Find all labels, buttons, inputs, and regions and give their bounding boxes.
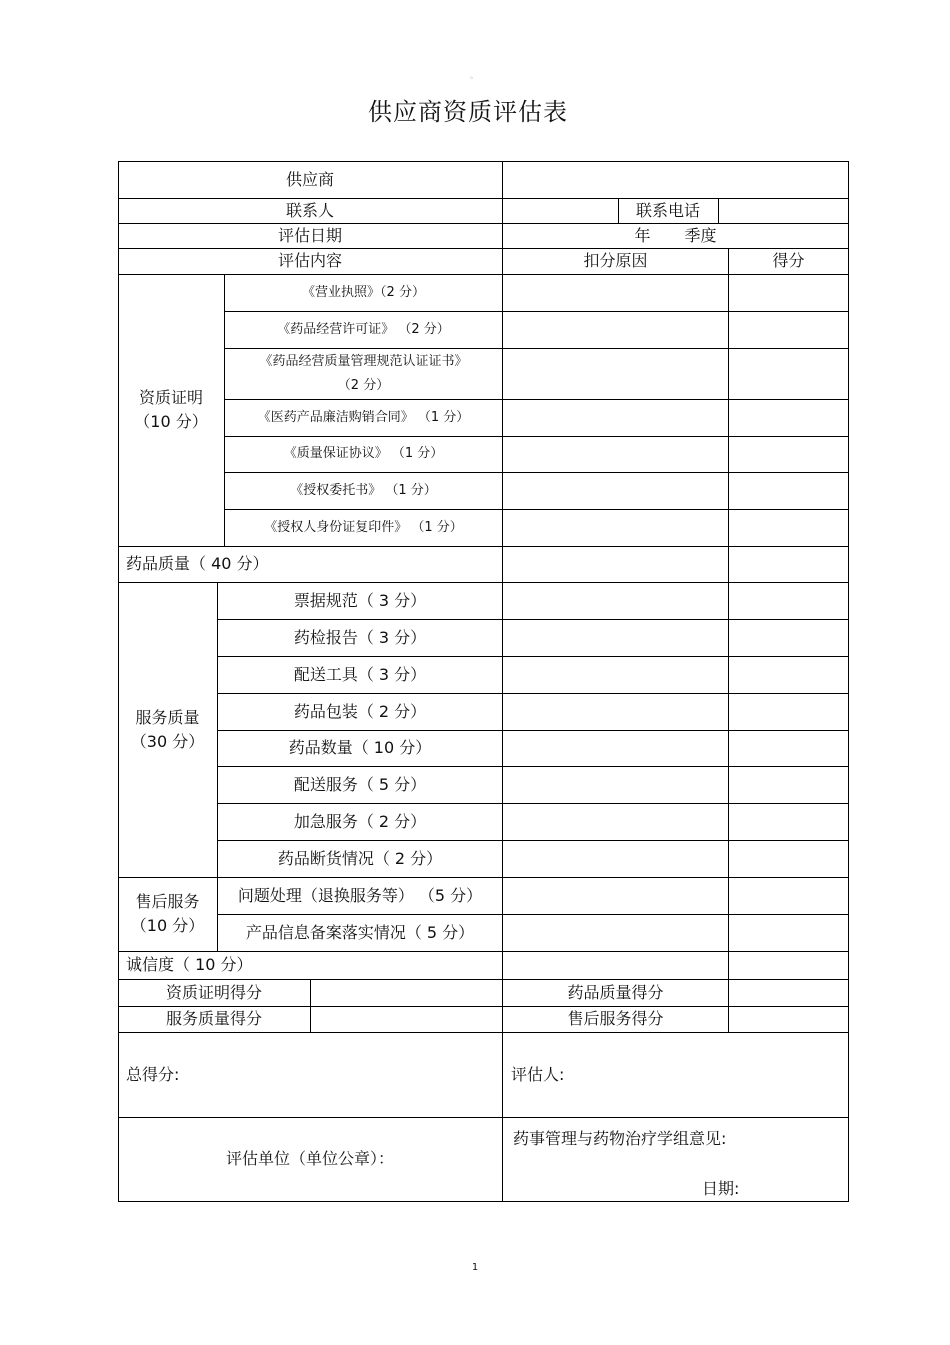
- date-field[interactable]: [503, 223, 848, 248]
- supplier-field[interactable]: [503, 161, 848, 198]
- qual-item-gsp: [225, 348, 502, 399]
- qual-item-id-copy: 《授权人身份证复印件》 （1 分）: [264, 519, 463, 535]
- page-number: 1: [471, 1262, 479, 1273]
- service-item: 药品断货情况（ 2 分）: [277, 848, 443, 868]
- content-header: 评估内容: [277, 251, 342, 270]
- service-item: 加急服务（ 2 分）: [293, 811, 427, 831]
- service-item: 配送服务（ 5 分）: [293, 774, 427, 794]
- date-label: 评估日期: [277, 225, 342, 245]
- service-item: 配送工具（ 3 分）: [293, 664, 427, 684]
- after-score-label: 售后服务得分: [567, 1009, 664, 1028]
- unit-seal-label: 评估单位（单位公章）：: [225, 1149, 394, 1168]
- integrity-row: 诚信度（ 10 分）: [126, 955, 253, 974]
- after-sales-item: 问题处理（退换服务等） （5 分）: [237, 885, 483, 905]
- service-score-label: 服务质量得分: [165, 1009, 262, 1028]
- phone-label: 联系电话: [635, 200, 700, 220]
- year-label: 年: [634, 225, 651, 245]
- contact-label: 联系人: [285, 200, 334, 220]
- qual-item-quality-agreement: 《质量保证协议》 （1 分）: [283, 446, 444, 461]
- qual-item-permit: 《药品经营许可证》 （2 分）: [277, 321, 450, 337]
- page-title: 供应商资质评估表: [368, 98, 568, 126]
- gsp-points: （2 分）: [337, 377, 390, 393]
- opinion-date-label: 日期:: [702, 1179, 740, 1198]
- quarter-label: 季度: [684, 225, 717, 245]
- qual-item-authorization: 《授权委托书》 （1 分）: [290, 482, 437, 498]
- evaluator-label: 评估人:: [511, 1064, 565, 1084]
- service-item: 药品包装（ 2 分）: [293, 701, 427, 721]
- qualification-points: （10 分）: [134, 412, 208, 431]
- service-label: 服务质量: [135, 707, 200, 727]
- after-sales-group: [118, 877, 217, 951]
- service-points: （30 分）: [130, 731, 205, 751]
- service-item: 票据规范（ 3 分）: [293, 590, 427, 610]
- qual-item-license: 《营业执照》（2 分）: [302, 284, 425, 300]
- after-sales-item: 产品信息备案落实情况（ 5 分）: [245, 922, 475, 942]
- qualification-label: 资质证明: [138, 388, 203, 407]
- qual-item-contract: 《医药产品廉洁购销合同》 （1 分）: [257, 409, 470, 425]
- evaluation-table: [118, 161, 849, 1202]
- gsp-text: 《药品经营质量管理规范认证证书》: [259, 353, 468, 369]
- score-header: 得分: [772, 251, 805, 270]
- qualification-group: [118, 274, 224, 546]
- drug-quality-row: 药品质量（ 40 分）: [126, 554, 269, 573]
- after-sales-label: 售后服务: [135, 892, 200, 911]
- after-sales-points: （10 分）: [130, 916, 205, 935]
- service-item: 药品数量（ 10 分）: [288, 738, 432, 757]
- contact-field[interactable]: [503, 198, 618, 223]
- qual-score-label: 资质证明得分: [165, 982, 262, 1002]
- total-score-label: 总得分:: [126, 1064, 180, 1084]
- supplier-label: 供应商: [285, 169, 334, 189]
- deduct-reason-header: 扣分原因: [583, 251, 648, 270]
- drug-score-label: 药品质量得分: [567, 982, 664, 1002]
- header-mark: 。: [470, 71, 478, 80]
- phone-field[interactable]: [719, 198, 848, 223]
- service-group: [118, 582, 217, 877]
- service-item: 药检报告（ 3 分）: [293, 627, 427, 647]
- committee-opinion-label: 药事管理与药物治疗学组意见:: [513, 1129, 727, 1148]
